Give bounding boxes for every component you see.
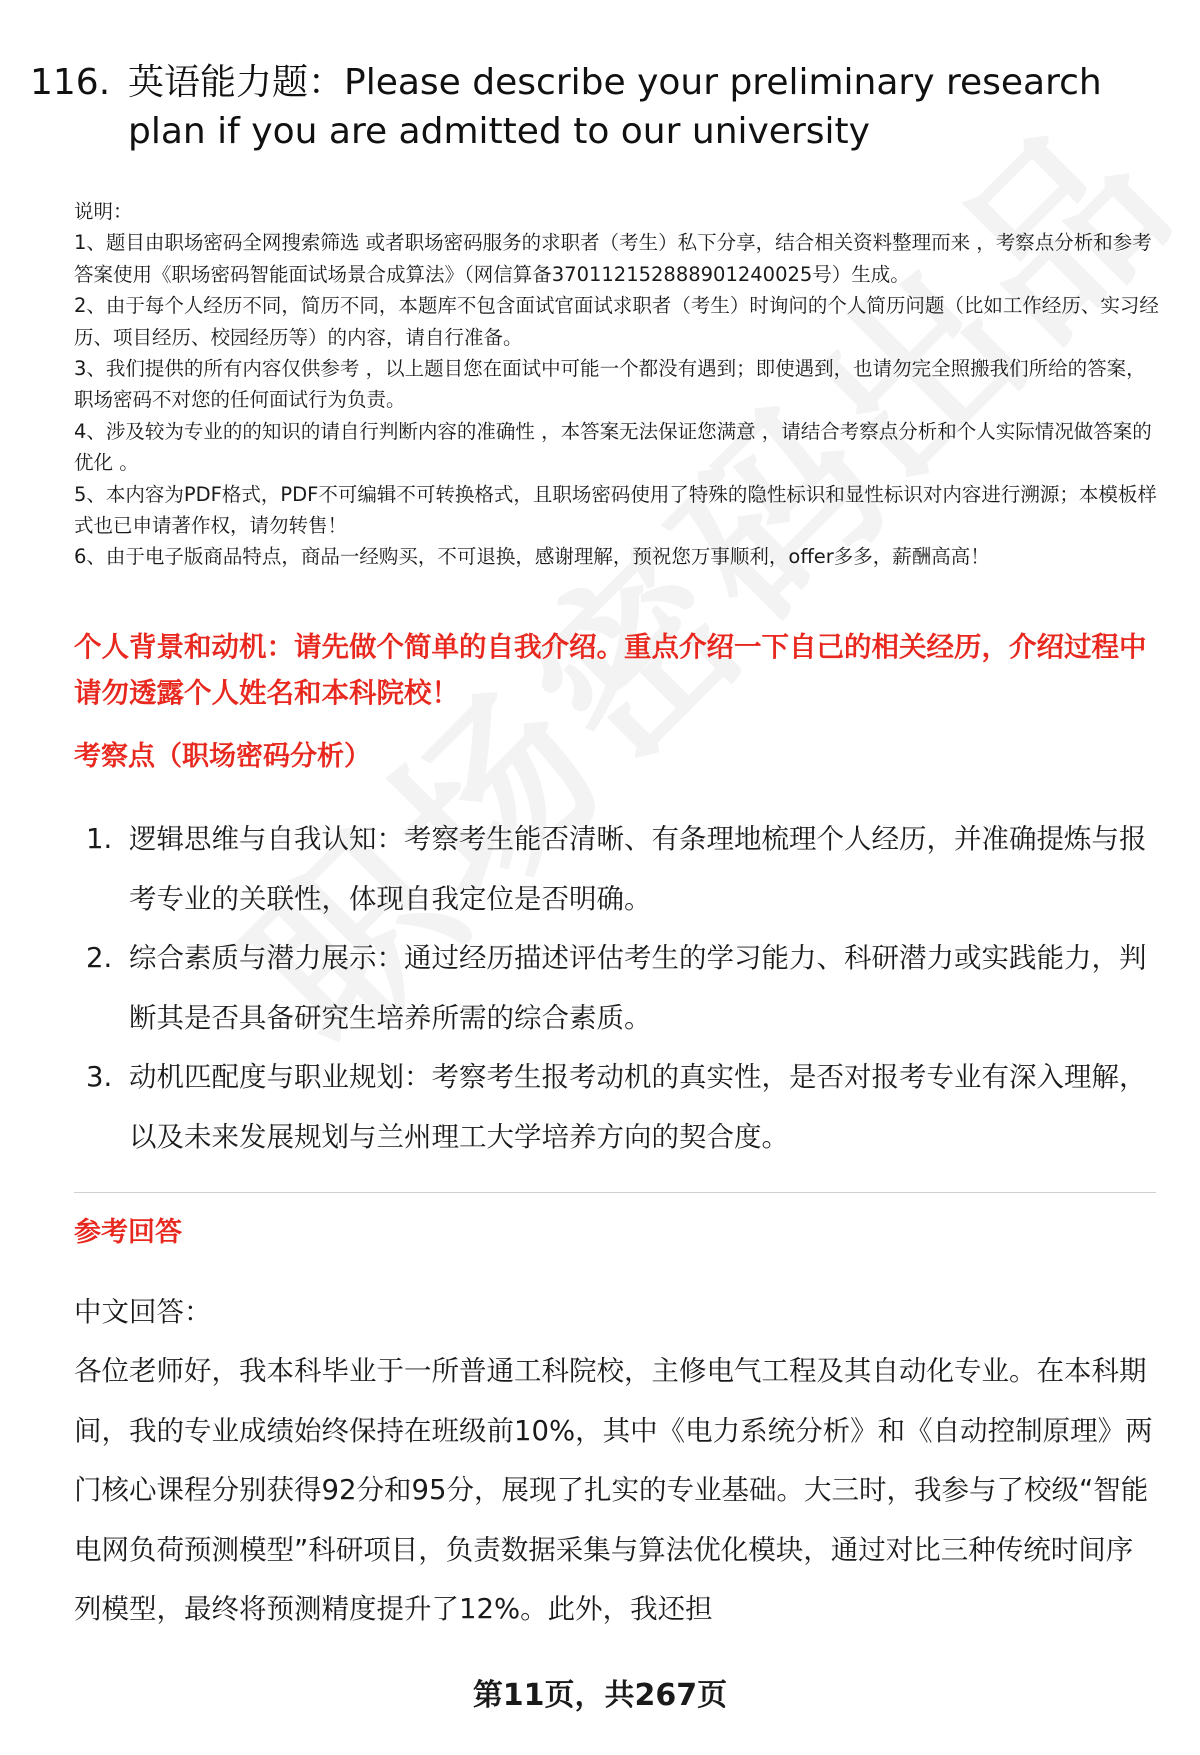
- question-text: 英语能力题：Please describe your preliminary research plan if you are admitted to our university: [128, 62, 1102, 152]
- question-title: [30, 58, 1160, 156]
- notes-block: [74, 196, 1159, 573]
- note-item: 4、涉及较为专业的的知识的请自行判断内容的准确性 ，本答案无法保证您满意 ，请结合考察点分析和个人实际情况做答案的优化 。: [74, 419, 1152, 475]
- question-prompt: 个人背景和动机：请先做个简单的自我介绍。重点介绍一下自己的相关经历，介绍过程中请勿透露个人姓名和本科院校！: [74, 631, 1147, 709]
- analysis-point: [74, 1048, 1159, 1167]
- analysis-section-title: 考察点（职场密码分析）: [74, 741, 371, 772]
- notes-heading: 说明：: [74, 200, 133, 223]
- analysis-points: [74, 810, 1159, 1167]
- analysis-point: [74, 929, 1159, 1048]
- question-number: 116.: [30, 62, 111, 103]
- answer-label: 中文回答：: [74, 1296, 212, 1328]
- section-divider: [74, 1192, 1156, 1193]
- point-number: 3.: [86, 1061, 113, 1093]
- point-text: 动机匹配度与职业规划：考察考生报考动机的真实性，是否对报考专业有深入理解，以及未来发展规划与兰州理工大学培养方向的契合度。: [129, 1061, 1147, 1153]
- point-text: 逻辑思维与自我认知：考察考生能否清晰、有条理地梳理个人经历，并准确提炼与报考专业的关联性，体现自我定位是否明确。: [129, 823, 1147, 915]
- point-number: 1.: [86, 823, 113, 855]
- page-footer: 第11页，共267页: [472, 1678, 728, 1713]
- point-text: 综合素质与潜力展示：通过经历描述评估考生的学习能力、科研潜力或实践能力，判断其是否具备研究生培养所需的综合素质。: [129, 942, 1147, 1034]
- note-item: 1、题目由职场密码全网搜索筛选 或者职场密码服务的求职者（考生）私下分享，结合相关资料整理而来 ，考察点分析和参考答案使用《职场密码智能面试场景合成算法》（网信算备370112152888901240025号）生成。: [74, 231, 1152, 286]
- note-item: 5、本内容为PDF格式，PDF不可编辑不可转换格式，且职场密码使用了特殊的隐性标识和显性标识对内容进行溯源；本模板样式也已申请著作权，请勿转售！: [74, 482, 1157, 538]
- note-item: 3、我们提供的所有内容仅供参考 ，以上题目您在面试中可能一个都没有遇到；即使遇到，也请勿完全照搬我们所给的答案，职场密码不对您的任何面试行为负责。: [74, 357, 1146, 412]
- note-item: 6、由于电子版商品特点，商品一经购买，不可退换，感谢理解，预祝您万事顺利，offer多多，薪酬高高！: [74, 545, 990, 569]
- note-item: 2、由于每个人经历不同，简历不同，本题库不包含面试官面试求职者（考生）时询问的个人简历问题（比如工作经历、实习经历、项目经历、校园经历等）的内容，请自行准备。: [74, 294, 1159, 349]
- analysis-point: [74, 810, 1159, 929]
- answer-section-title: 参考回答: [74, 1217, 182, 1248]
- point-number: 2.: [86, 942, 113, 974]
- answer-body: 各位老师好，我本科毕业于一所普通工科院校，主修电气工程及其自动化专业。在本科期间，我的专业成绩始终保持在班级前10%，其中《电力系统分析》和《自动控制原理》两门核心课程分别获得92分和95分，展现了扎实的专业基础。大三时，我参与了校级“智能电网负荷预测模型”科研项目，负责数据采集与算法优化模块，通过对比三种传统时间序列模型，最终将预测精度提升了12%。此外，我还担: [74, 1355, 1153, 1625]
